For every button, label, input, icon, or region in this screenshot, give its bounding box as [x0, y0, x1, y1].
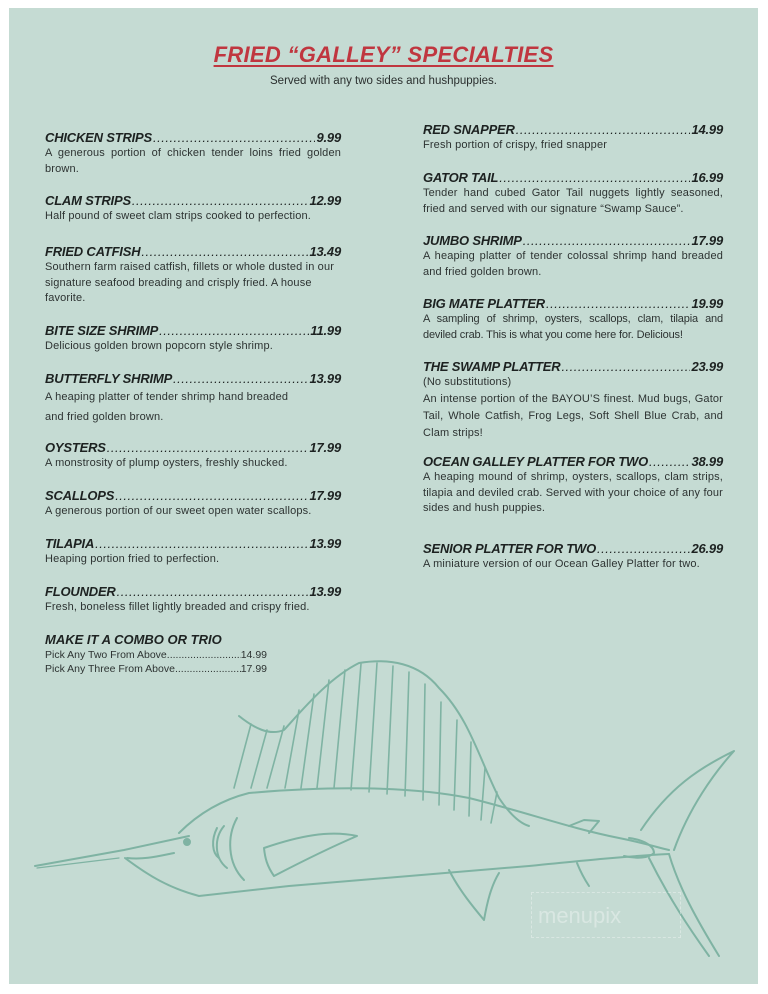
- combo-price: 14.99: [240, 649, 267, 661]
- menu-item-oysters: [45, 440, 341, 472]
- menu-page: [9, 8, 758, 984]
- item-description: Southern farm raised catfish, fillets or whole dusted in our signature seafood breading and crisply fried. A house favorite.: [45, 261, 335, 304]
- item-price: 16.99: [691, 170, 723, 185]
- item-description: A heaping platter of tender colossal shrimp hand breaded and fried golden brown.: [423, 250, 723, 278]
- item-price: 26.99: [691, 541, 723, 556]
- item-price: 23.99: [691, 359, 723, 374]
- item-name: SENIOR PLATTER FOR TWO: [423, 541, 597, 556]
- menu-item-tilapia: [45, 536, 341, 568]
- item-name: FRIED CATFISH: [45, 244, 141, 259]
- item-description: An intense portion of the BAYOU’S finest. Mud bugs, Gator Tail, Whole Catfish, Frog Legs, Soft Shell Blue Crab, and Clam strips!: [423, 392, 723, 439]
- item-name: FLOUNDER: [45, 584, 116, 599]
- item-price: 13.99: [309, 536, 341, 551]
- combo-label: Pick Any Two From Above: [45, 649, 167, 661]
- menu-item-ocean-galley-platter: [423, 454, 723, 517]
- item-name: RED SNAPPER: [423, 122, 515, 137]
- menu-item-swamp-platter: [423, 359, 723, 442]
- item-name: OCEAN GALLEY PLATTER FOR TWO: [423, 454, 649, 469]
- menu-item-fried-catfish: [45, 244, 341, 307]
- combo-label: Pick Any Three From Above: [45, 663, 175, 675]
- menu-item-gator-tail: [423, 170, 723, 217]
- item-description: A sampling of shrimp, oysters, scallops, clam, tilapia and deviled crab. This is what you come here for. Delicious!: [423, 313, 723, 341]
- watermark: menupix: [531, 892, 681, 938]
- leader-dots: [523, 233, 691, 249]
- item-name: BIG MATE PLATTER: [423, 296, 545, 311]
- menu-item-bite-size-shrimp: [45, 323, 341, 355]
- item-note: (No substitutions): [423, 376, 512, 388]
- leader-dots: [649, 454, 690, 470]
- leader-dots: [141, 244, 308, 260]
- menu-item-clam-strips: [45, 193, 341, 225]
- item-name: THE SWAMP PLATTER: [423, 359, 561, 374]
- item-name: BUTTERFLY SHRIMP: [45, 371, 173, 386]
- leader-dots: [173, 371, 308, 387]
- item-description: Tender hand cubed Gator Tail nuggets lightly seasoned, fried and served with our signature “Swamp Sauce”.: [423, 187, 723, 215]
- item-name: BITE SIZE SHRIMP: [45, 323, 159, 338]
- item-description: Half pound of sweet clam strips cooked to perfection.: [45, 210, 311, 222]
- leader-dots: [159, 323, 309, 339]
- menu-item-flounder: [45, 584, 341, 616]
- item-name: CLAM STRIPS: [45, 193, 131, 208]
- combo-title: MAKE IT A COMBO OR TRIO: [45, 632, 222, 647]
- menu-item-red-snapper: [423, 122, 723, 154]
- menu-item-jumbo-shrimp: [423, 233, 723, 280]
- page-title: FRIED “GALLEY” SPECIALTIES: [213, 42, 554, 67]
- leader-dots: [499, 170, 690, 186]
- leader-dots: [132, 193, 309, 209]
- item-price: 11.99: [310, 323, 341, 338]
- leader-dots: [107, 440, 309, 456]
- leader-dots: [561, 359, 690, 375]
- item-price: 9.99: [316, 130, 341, 145]
- item-description: Delicious golden brown popcorn style shrimp.: [45, 340, 273, 352]
- menu-item-senior-platter: [423, 541, 723, 573]
- leader-dots: [546, 296, 690, 312]
- leader-dots: [95, 536, 308, 552]
- item-price: 14.99: [691, 122, 723, 137]
- item-description: Fresh, boneless fillet lightly breaded and crispy fried.: [45, 601, 310, 613]
- item-description: A heaping mound of shrimp, oysters, scallops, clam strips, tilapia and deviled crab. Served with your choice of any four sides and hush puppies.: [423, 471, 723, 514]
- page-subtitle: Served with any two sides and hushpuppies.: [270, 75, 497, 87]
- item-description: A monstrosity of plump oysters, freshly shucked.: [45, 457, 288, 469]
- item-description: A miniature version of our Ocean Galley Platter for two.: [423, 558, 700, 570]
- combo-price: 17.99: [240, 663, 267, 675]
- leader-dots: [516, 122, 691, 138]
- item-price: 13.99: [309, 371, 341, 386]
- item-price: 17.99: [309, 440, 341, 455]
- item-description: A generous portion of chicken tender loins fried golden brown.: [45, 147, 341, 175]
- item-price: 38.99: [691, 454, 723, 469]
- item-price: 19.99: [691, 296, 723, 311]
- item-name: TILAPIA: [45, 536, 95, 551]
- item-price: 13.99: [309, 584, 341, 599]
- item-description: A heaping platter of tender shrimp hand breaded and fried golden brown.: [45, 391, 289, 423]
- item-name: JUMBO SHRIMP: [423, 233, 522, 248]
- item-description: Heaping portion fried to perfection.: [45, 553, 220, 565]
- leader-dots: [597, 541, 690, 557]
- item-price: 17.99: [691, 233, 723, 248]
- item-name: SCALLOPS: [45, 488, 115, 503]
- item-name: GATOR TAIL: [423, 170, 499, 185]
- leader-dots: [153, 130, 315, 146]
- menu-item-big-mate-platter: [423, 296, 723, 343]
- item-description: Fresh portion of crispy, fried snapper: [423, 139, 608, 151]
- item-name: OYSTERS: [45, 440, 106, 455]
- item-price: 12.99: [309, 193, 341, 208]
- leader-dots: [115, 488, 308, 504]
- item-name: CHICKEN STRIPS: [45, 130, 152, 145]
- item-price: 17.99: [309, 488, 341, 503]
- leader-dots: [117, 584, 309, 600]
- menu-item-butterfly-shrimp: [45, 371, 341, 427]
- item-price: 13.49: [309, 244, 341, 259]
- menu-item-scallops: [45, 488, 341, 520]
- menu-item-chicken-strips: [45, 130, 341, 177]
- item-description: A generous portion of our sweet open water scallops.: [45, 505, 312, 517]
